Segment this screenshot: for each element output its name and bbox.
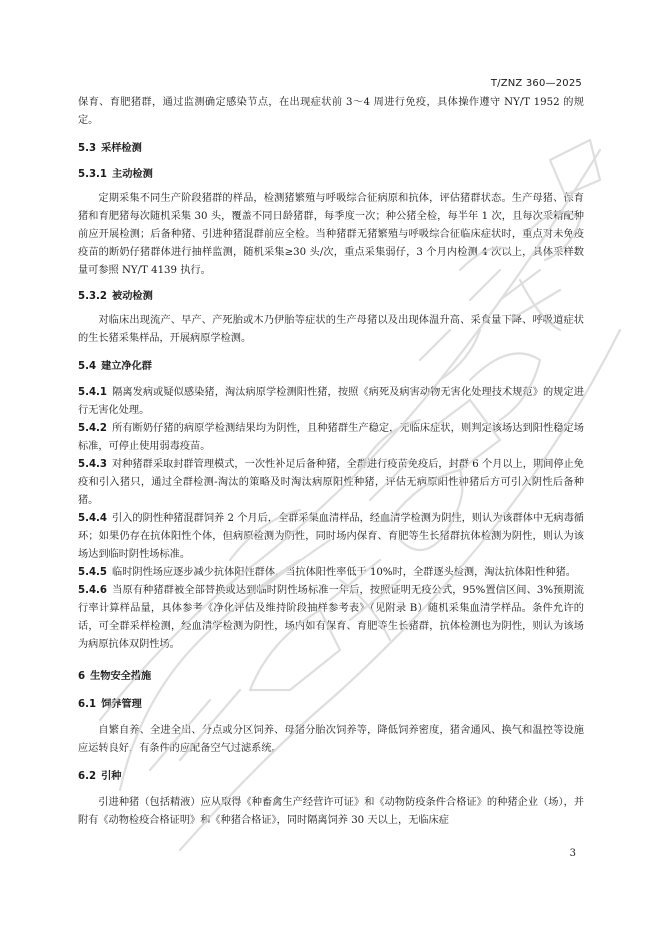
paragraph: 自繁自养、全进全出、分点或分区饲养、母猪分胎次饲养等，降低饲养密度，猪舍通风、换气和温控等设施应运转良好，有条件的应配备空气过滤系统。 xyxy=(78,725,584,754)
page-number: 3 xyxy=(569,848,576,859)
heading-number: 5.4 xyxy=(78,361,97,372)
heading-number: 5.3 xyxy=(78,143,97,154)
paragraph: 引进种猪（包括精液）应从取得《种畜禽生产经营许可证》和《动物防疫条件合格证》的种猪企业（场），并附有《动物检疫合格证明》和《种猪合格证》，同时隔离饲养 30 天以上，无临床症 xyxy=(78,797,584,826)
heading-title: 被动检测 xyxy=(112,291,153,302)
subsection-heading xyxy=(78,358,584,376)
clause-number: 5.4.2 xyxy=(78,423,108,434)
clause-item xyxy=(78,456,584,510)
clause-text: 临时阴性场应逐步减少抗体阳性群体，当抗体阳性率低于 10%时，全群逐头检测，淘汰抗体阳性种猪。 xyxy=(112,567,576,578)
subsection-heading xyxy=(78,288,584,306)
clause-text: 当原有种猪群被全部替换或达到临时阴性场标准一年后，按照证明无疫公式，95%置信区间、3%预期流行率计算样品量，具体参考《净化评估及维持阶段抽样参考表》（见附录 B）随机采集血清学样品。条件允许的话，可全群采样检测，经血清学检测为阴性，场内如有保育、育肥等生长猪群，抗体检测也为阴性，则认为该场为病原抗体双阴性场。 xyxy=(78,585,584,650)
paragraph: 保育、育肥猪群，通过监测确定感染节点，在出现症状前 3～4 周进行免疫，具体操作遵守 NY/T 1952 的规定。 xyxy=(78,97,584,126)
paragraph: 对临床出现流产、早产、产死胎或木乃伊胎等症状的生产母猪以及出现体温升高、采食量下降、呼吸道症状的生长猪采集样品，开展病原学检测。 xyxy=(78,315,584,344)
subsection-heading xyxy=(78,166,584,184)
heading-title: 主动检测 xyxy=(112,169,153,180)
clause-number: 5.4.6 xyxy=(78,585,108,596)
heading-title: 采样检测 xyxy=(101,143,142,154)
heading-title: 生物安全措施 xyxy=(90,671,152,682)
heading-number: 5.3.1 xyxy=(78,169,108,180)
clause-item xyxy=(78,582,584,654)
heading-number: 5.3.2 xyxy=(78,291,108,302)
subsection-heading xyxy=(78,696,584,714)
clause-item xyxy=(78,384,584,420)
paragraph: 定期采集不同生产阶段猪群的样品，检测猪繁殖与呼吸综合征病原和抗体，评估猪群状态。生产母猪、保育猪和育肥猪每次随机采集 30 头，覆盖不同日龄猪群，每季度一次；种公猪全检，每半年 1 次，且每次采精配种前应开展检测；后备种猪、引进种猪混群前应全检。当种猪群无猪繁殖与呼吸综合征临床症状时，重点对未免疫疫苗的断奶仔猪群体进行抽样监测，随机采集≥30 头/次，重点采集弱仔，3 个月内检测 4 次以上，具体采样数量可参照 NY/T 4139 执行。 xyxy=(78,193,584,276)
heading-number: 6 xyxy=(78,671,86,682)
clause-number: 5.4.3 xyxy=(78,459,108,470)
clause-number: 5.4.4 xyxy=(78,513,108,524)
subsection-heading xyxy=(78,768,584,786)
clause-number: 5.4.1 xyxy=(78,387,108,398)
clause-item xyxy=(78,510,584,564)
clause-text: 隔离发病或疑似感染猪，淘汰病原学检测阳性猪，按照《病死及病害动物无害化处理技术规范》的规定进行无害化处理。 xyxy=(78,387,584,416)
clause-text: 所有断奶仔猪的病原学检测结果均为阴性，且种猪群生产稳定，无临床症状，则判定该场达到阳性稳定场标准，可停止使用弱毒疫苗。 xyxy=(78,423,584,452)
document-body xyxy=(78,94,584,830)
clause-text: 对种猪群采取封群管理模式，一次性补足后备种猪，全群进行疫苗免疫后，封群 6 个月以上，期间停止免疫和引入猪只，通过全群检测-淘汰的策略及时淘汰病原阳性种猪，评估无病原阳性种猪后方可引入阴性后备种猪。 xyxy=(78,459,584,506)
heading-title: 建立净化群 xyxy=(101,361,152,372)
heading-title: 引种 xyxy=(101,771,122,782)
subsection-heading xyxy=(78,140,584,158)
section-heading xyxy=(78,668,584,686)
heading-title: 饲养管理 xyxy=(101,699,142,710)
standard-code: T/ZNZ 360—2025 xyxy=(490,78,582,89)
clause-item xyxy=(78,564,584,582)
clause-item xyxy=(78,420,584,456)
heading-number: 6.1 xyxy=(78,699,97,710)
clause-text: 引入的阴性种猪混群饲养 2 个月后，全群采集血清样品，经血清学检测为阴性，则认为该群体中无病毒循环；如果仍存在抗体阳性个体，但病原检测为阴性，同时场内保育、育肥等生长猪群抗体检测为阴性，则认为该场达到临时阴性场标准。 xyxy=(78,513,584,560)
clause-number: 5.4.5 xyxy=(78,567,108,578)
heading-number: 6.2 xyxy=(78,771,97,782)
